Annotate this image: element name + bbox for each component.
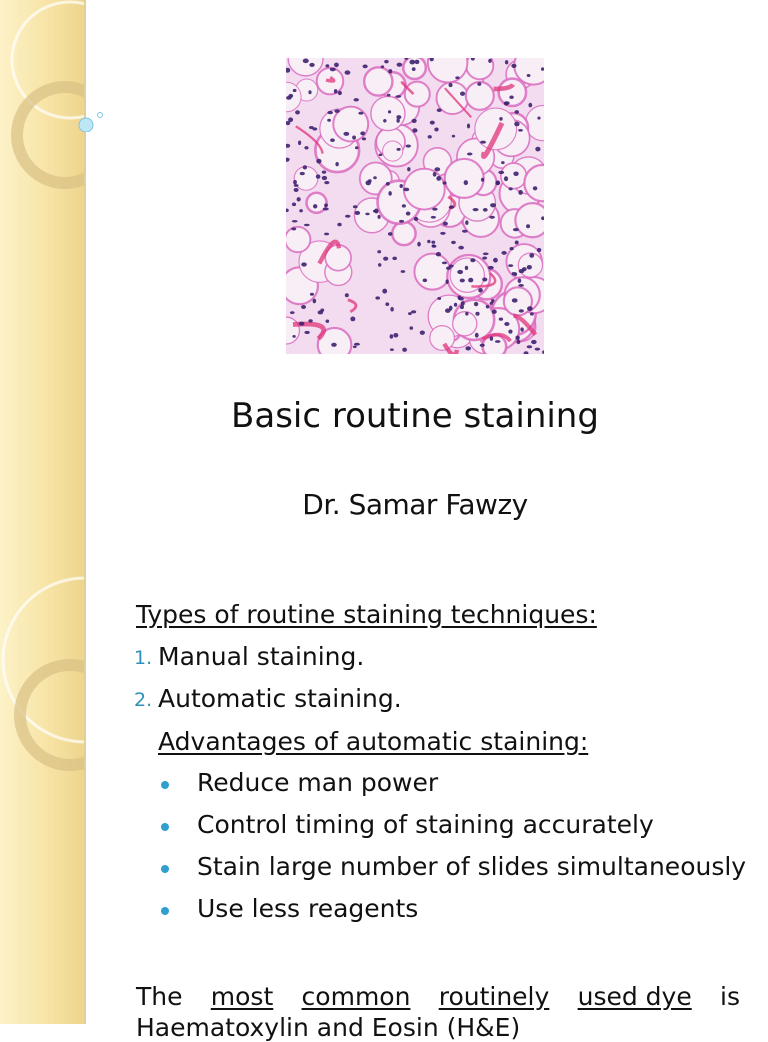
types-heading: Types of routine staining techniques: bbox=[136, 600, 597, 629]
sidebar-divider bbox=[84, 0, 86, 1024]
list-item: Stain large number of slides simultaneously bbox=[197, 852, 747, 881]
closing-paragraph bbox=[136, 982, 740, 1011]
histology-image bbox=[286, 58, 544, 354]
closing-word: routinely bbox=[438, 982, 550, 1011]
bullet-icon bbox=[161, 907, 169, 915]
closing-word: The bbox=[136, 982, 183, 1011]
closing-partial-line: Haematoxylin and Eosin (H&E) bbox=[136, 1013, 521, 1042]
bullet-icon bbox=[161, 823, 169, 831]
bullet-icon bbox=[161, 781, 169, 789]
slide-title: Basic routine staining bbox=[231, 396, 599, 436]
list-item: Automatic staining. bbox=[158, 684, 402, 713]
decorative-sidebar bbox=[0, 0, 84, 1024]
list-item: Manual staining. bbox=[158, 642, 365, 671]
list-item: Use less reagents bbox=[197, 894, 419, 923]
advantages-heading: Advantages of automatic staining: bbox=[158, 727, 589, 756]
bubble-icon bbox=[74, 110, 106, 132]
closing-word: common bbox=[301, 982, 411, 1011]
sidebar-rings-icon bbox=[0, 0, 84, 1024]
histology-micrograph-icon bbox=[286, 58, 544, 354]
bullet-icon bbox=[161, 865, 169, 873]
closing-word: is bbox=[720, 982, 740, 1011]
closing-word: used dye bbox=[577, 982, 692, 1011]
list-item: Control timing of staining accurately bbox=[197, 810, 654, 839]
list-item: Reduce man power bbox=[197, 768, 439, 797]
author-name: Dr. Samar Fawzy bbox=[302, 488, 528, 521]
closing-word: most bbox=[210, 982, 274, 1011]
list-number: 1. bbox=[134, 647, 153, 669]
list-number: 2. bbox=[134, 689, 153, 711]
